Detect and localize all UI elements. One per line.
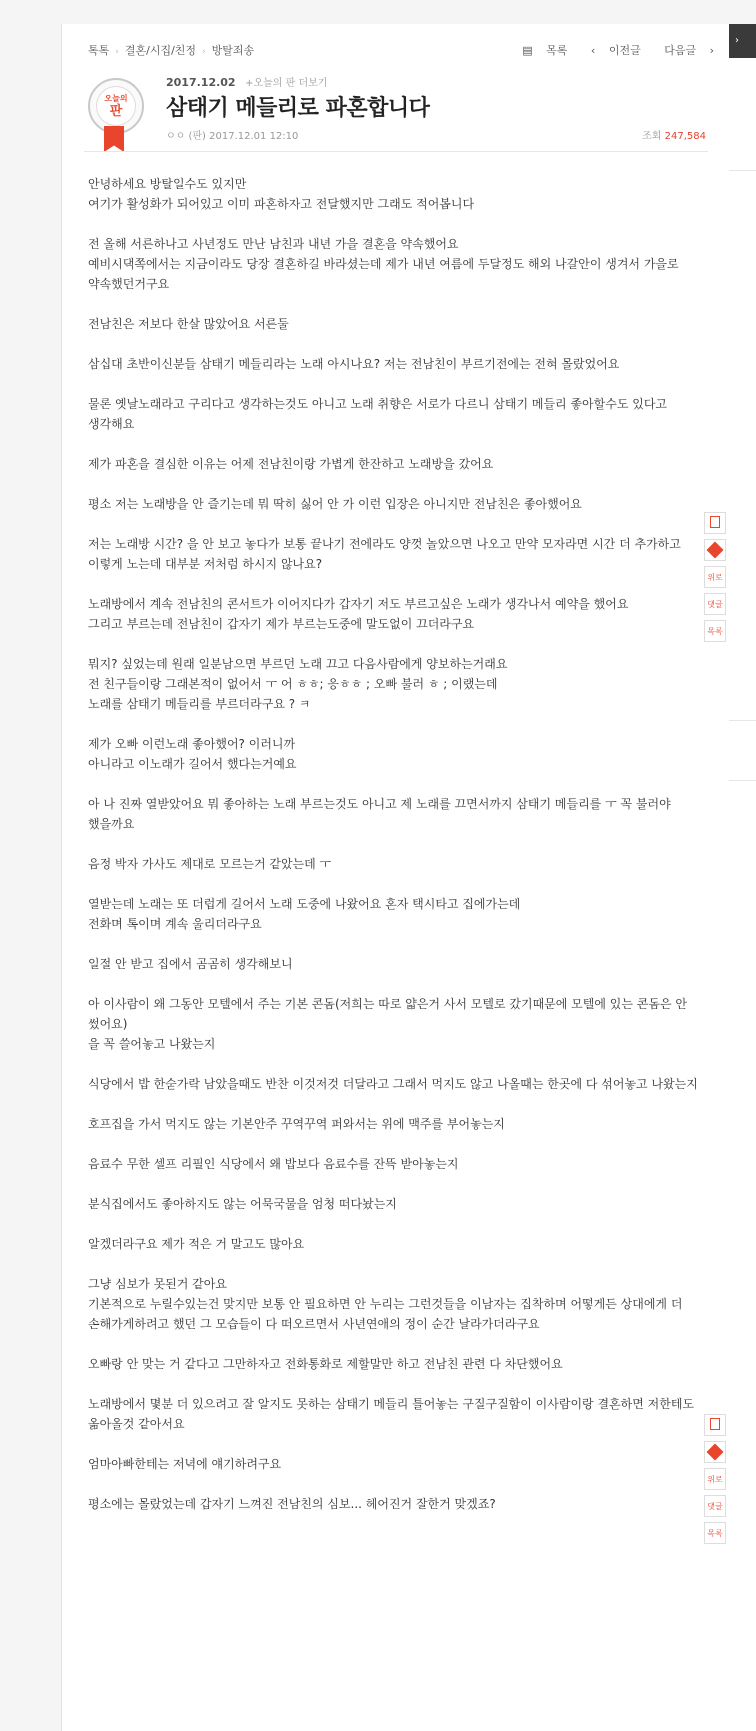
scroll-top-button[interactable]: 위로 xyxy=(704,566,726,588)
post-paragraph: 물론 옛날노래라고 구리다고 생각하는것도 아니고 노래 취향은 서로가 다르니 삼태기 메들리 좋아할수도 있다고 생각해요 xyxy=(88,397,671,431)
share-button[interactable] xyxy=(704,1441,726,1463)
post-paragraph: 오빠랑 안 맞는 거 같다고 그만하자고 전화통화로 제할말만 하고 전남친 관련 다 차단했어요 xyxy=(88,1357,563,1371)
post-title: 삼태기 메들리로 파혼합니다 xyxy=(166,96,430,121)
side-action-bar xyxy=(704,512,728,647)
post-paragraph: 일절 안 받고 집에서 곰곰히 생각해보니 xyxy=(88,957,293,971)
breadcrumb-item-marriage[interactable]: 결혼/시집/친정 xyxy=(124,44,197,57)
post-paragraph: 음정 박자 가사도 제대로 모르는거 같았는데 ㅜ xyxy=(88,857,332,871)
post-paragraph: 분식집에서도 좋아하지도 않는 어묵국물을 엄청 떠다놨는지 xyxy=(88,1197,397,1211)
post-paragraph: 엄마아빠한테는 저녁에 얘기하려구요 xyxy=(88,1457,282,1471)
chevron-right-icon: › xyxy=(706,44,714,57)
post-paragraph: 아 나 진짜 열받았어요 뭐 좋아하는 노래 부르는것도 아니고 제 노래를 끄면서까지 삼태기 메들리를 ㅜ 꼭 불러야 했을까요 xyxy=(88,797,675,831)
list-button[interactable]: ▤ 목록 xyxy=(522,44,568,57)
ribbon-icon xyxy=(104,126,124,152)
bookmark-icon xyxy=(710,516,720,528)
post-paragraph: 호프집을 가서 먹지도 않는 기본안주 꾸역꾸역 퍼와서는 위에 맥주를 부어놓는지 xyxy=(88,1117,505,1131)
share-icon xyxy=(707,1444,724,1461)
divider xyxy=(729,720,756,721)
post-date: 2017.12.02 xyxy=(166,76,236,89)
divider xyxy=(729,170,756,171)
breadcrumb xyxy=(88,42,254,58)
todays-pann-seal xyxy=(88,78,144,134)
post-paragraph: 제가 오빠 이런노래 좋아했어? 이러니까 아니라고 이노래가 길어서 했다는거예요 xyxy=(88,737,297,771)
prev-post-button[interactable]: ‹ 이전글 xyxy=(590,44,641,57)
list-icon: ▤ xyxy=(522,44,537,57)
post-paragraph: 안녕하세요 방탈일수도 있지만 여기가 활성화가 되어있고 이미 파혼하자고 전달했지만 그래도 적어봅니다 xyxy=(88,177,475,211)
divider xyxy=(729,780,756,781)
side-list-button[interactable]: 목록 xyxy=(704,1522,726,1544)
side-list-button[interactable]: 목록 xyxy=(704,620,726,642)
post-paragraph: 저는 노래방 시간? 을 안 보고 놓다가 보통 끝나기 전에라도 양껏 놀았으면 나오고 만약 모자라면 시간 더 추가하고 이렇게 노는데 대부분 저처럼 하시지 않나요? xyxy=(88,537,685,571)
post-paragraph: 식당에서 밥 한숟가락 남았을때도 반찬 이것저것 더달라고 그래서 먹지도 않고 나올때는 한곳에 다 섞어놓고 나왔는지 xyxy=(88,1077,698,1091)
scroll-top-button[interactable]: 위로 xyxy=(704,1468,726,1490)
post-paragraph: 음료수 무한 셀프 리필인 식당에서 왜 밥보다 음료수를 잔뜩 받아놓는지 xyxy=(88,1157,459,1171)
chevron-right-icon: › xyxy=(735,35,739,46)
article-panel xyxy=(61,24,731,1731)
post-paragraph: 평소 저는 노래방을 안 즐기는데 뭐 딱히 싫어 안 가 이런 입장은 아니지만 전남친은 좋아했어요 xyxy=(88,497,582,511)
divider xyxy=(84,151,708,152)
post-paragraph: 제가 파혼을 결심한 이유는 어제 전남친이랑 가볍게 한잔하고 노래방을 갔어요 xyxy=(88,457,494,471)
post-date-line xyxy=(166,74,327,89)
breadcrumb-item-offtopic[interactable]: 방탈죄송 xyxy=(211,44,255,57)
post-paragraph: 삼십대 초반이신분들 삼태기 메들리라는 노래 아시나요? 저는 전남친이 부르기전에는 전혀 몰랐었어요 xyxy=(88,357,620,371)
post-paragraph: 열받는데 노래는 또 더럽게 길어서 노래 도중에 나왔어요 혼자 택시타고 집에가는데 전화며 톡이며 계속 울리더라구요 xyxy=(88,897,521,931)
right-header-tab[interactable] xyxy=(729,24,756,58)
view-count: 조회 247,584 xyxy=(642,131,706,142)
bookmark-icon xyxy=(710,1418,720,1430)
side-action-bar xyxy=(704,1414,728,1549)
chevron-left-icon: ‹ xyxy=(590,44,599,57)
post-body xyxy=(88,174,704,1534)
post-paragraph: 노래방에서 몇분 더 있으려고 잘 알지도 못하는 삼태기 메들리 틀어놓는 구질구질함이 이사람이랑 결혼하면 저한테도 옮아올것 같아서요 xyxy=(88,1397,698,1431)
post-paragraph: 뭐지? 싶었는데 원래 일분남으면 부르던 노래 끄고 다음사람에게 양보하는거래요 전 친구들이랑 그래본적이 없어서 ㅜ 어 ㅎㅎ; 응ㅎㅎ ; 오빠 불러 ㅎ ; 이랬는데 노래를 삼태기 메들리를 부르더라구요 ? ㅋ xyxy=(88,657,508,711)
chevron-right-icon: › xyxy=(115,47,119,57)
post-paragraph: 평소에는 몰랐었는데 갑자기 느껴진 전남친의 심보... 헤어진거 잘한거 맞겠죠? xyxy=(88,1497,496,1511)
more-todays-pann-link[interactable]: +오늘의 판 더보기 xyxy=(245,78,328,89)
bookmark-button[interactable] xyxy=(704,1414,726,1436)
reply-button[interactable]: 댓글 xyxy=(704,593,726,615)
post-nav xyxy=(502,42,714,58)
share-icon xyxy=(707,542,724,559)
post-paragraph: 아 이사람이 왜 그동안 모텔에서 주는 기본 콘돔(저희는 따로 얇은거 사서 모텔로 갔기때문에 모텔에 있는 콘돔은 안 썼어요) 을 꼭 쓸어놓고 나왔는지 xyxy=(88,997,687,1051)
post-paragraph: 노래방에서 계속 전남친의 콘서트가 이어지다가 갑자기 저도 부르고싶은 노래가 생각나서 예약을 했어요 그리고 부르는데 전남친이 갑자기 제가 부르는도중에 말도없이 끄더라구요 xyxy=(88,597,629,631)
post-paragraph: 전남친은 저보다 한살 많았어요 서른둘 xyxy=(88,317,289,331)
view-count-value: 247,584 xyxy=(664,131,706,142)
bookmark-button[interactable] xyxy=(704,512,726,534)
chevron-right-icon: › xyxy=(202,47,206,57)
post-paragraph: 그냥 심보가 못된거 같아요 기본적으로 누릴수있는건 맞지만 보통 안 필요하면 안 누리는 그런것들을 이남자는 집착하며 어떻게든 상대에게 더 손해가게하려고 했던 그 모습들이 다 떠오르면서 사년연애의 정이 순간 날라가더라구요 xyxy=(88,1277,683,1331)
next-post-button[interactable]: 다음글 › xyxy=(664,44,714,57)
seal-label: 오늘의 판 xyxy=(96,86,136,126)
reply-button[interactable]: 댓글 xyxy=(704,1495,726,1517)
post-author: ㅇㅇ (판) 2017.12.01 12:10 xyxy=(166,131,299,142)
post-paragraph: 전 올해 서른하나고 사년정도 만난 남친과 내년 가을 결혼을 약속했어요 예비시댁쪽에서는 지금이라도 당장 결혼하길 바라셨는데 제가 내년 여름에 두달정도 해외 나갈안이 생겨서 가을로 약속했던거구요 xyxy=(88,237,679,291)
post-paragraph: 알겠더라구요 제가 적은 거 말고도 많아요 xyxy=(88,1237,305,1251)
breadcrumb-item-talk[interactable]: 톡톡 xyxy=(88,44,110,57)
share-button[interactable] xyxy=(704,539,726,561)
right-sidebar-edge xyxy=(729,24,756,1731)
